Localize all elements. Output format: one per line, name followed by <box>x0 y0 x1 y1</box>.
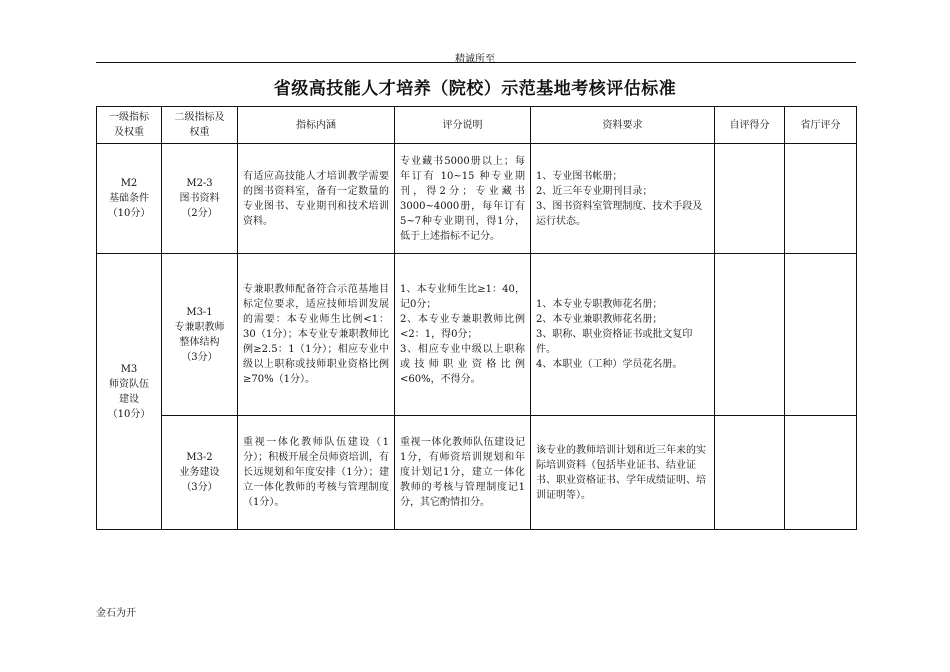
self-score-cell[interactable] <box>715 254 785 416</box>
level1-cell: M3 师资队伍 建设 （10分） <box>97 254 162 530</box>
col-header-dept-score: 省厅评分 <box>785 107 857 144</box>
evaluation-table <box>96 106 857 530</box>
scoring-cell: 专业藏书5000册以上；每年订有 10~15 种专业期刊，得2分；专业藏书3000~4000册，每年订有5~7种专业期刊，得1分，低于上述指标不记分。 <box>395 144 531 254</box>
col-header-content: 指标内涵 <box>238 107 395 144</box>
content-cell: 有适应高技能人才培训教学需要的图书资料室，备有一定数量的专业图书、专业期刊和技术培训资料。 <box>238 144 395 254</box>
materials-cell: 1、本专业专职教师花名册； 2、本专业兼职教师花名册； 3、职称、职业资格证书或批文复印件。 4、本职业（工种）学员花名册。 <box>531 254 715 416</box>
scoring-cell: 1、本专业师生比≥1：40，记0分； 2、本专业专兼职教师比例<2：1，得0分； 3、相应专业中级以上职称或技师职业资格比例<60%，不得分。 <box>395 254 531 416</box>
header-rule <box>96 62 856 63</box>
page-header: 精诚所至 <box>455 54 495 65</box>
col-header-level1: 一级指标 及权重 <box>97 107 162 144</box>
content-cell: 专兼职教师配备符合示范基地目标定位要求，适应技师培训发展的需要：本专业师生比例<1：30（1分）；本专业专兼职教师比例≥2.5：1（1分）；相应专业中级以上职称或技师职业资格比例≥70%（1分）。 <box>238 254 395 416</box>
table-row <box>97 254 857 416</box>
level2-cell: M3-2 业务建设 （3分） <box>162 416 238 530</box>
self-score-cell[interactable] <box>715 144 785 254</box>
dept-score-cell[interactable] <box>785 416 857 530</box>
col-header-level2: 二级指标及 权重 <box>162 107 238 144</box>
dept-score-cell[interactable] <box>785 254 857 416</box>
self-score-cell[interactable] <box>715 416 785 530</box>
dept-score-cell[interactable] <box>785 144 857 254</box>
level1-cell: M2 基础条件 （10分） <box>97 144 162 254</box>
table-header-row <box>97 107 857 144</box>
col-header-scoring: 评分说明 <box>395 107 531 144</box>
page-footer: 金石为开 <box>96 608 136 619</box>
materials-cell: 该专业的教师培训计划和近三年来的实际培训资料（包括毕业证书、结业证书、职业资格证书、学年成绩证明、培训证明等）。 <box>531 416 715 530</box>
scoring-cell: 重视一体化教师队伍建设记1分，有师资培训规划和年度计划记1分，建立一体化教师的考核与管理制度记1分，其它酌情扣分。 <box>395 416 531 530</box>
document-title: 省级高技能人才培养（院校）示范基地考核评估标准 <box>273 79 677 99</box>
content-cell: 重视一体化教师队伍建设（1分）；积极开展全员师资培训，有长远规划和年度安排（1分）；建立一体化教师的考核与管理制度（1分）。 <box>238 416 395 530</box>
table-row <box>97 144 857 254</box>
col-header-materials: 资料要求 <box>531 107 715 144</box>
level2-cell: M3-1 专兼职教师 整体结构 （3分） <box>162 254 238 416</box>
table-row <box>97 416 857 530</box>
col-header-self-score: 自评得分 <box>715 107 785 144</box>
level2-cell: M2-3 图书资料 （2分） <box>162 144 238 254</box>
materials-cell: 1、专业图书帐册； 2、近三年专业期刊目录； 3、图书资料室管理制度、技术手段及运行状态。 <box>531 144 715 254</box>
